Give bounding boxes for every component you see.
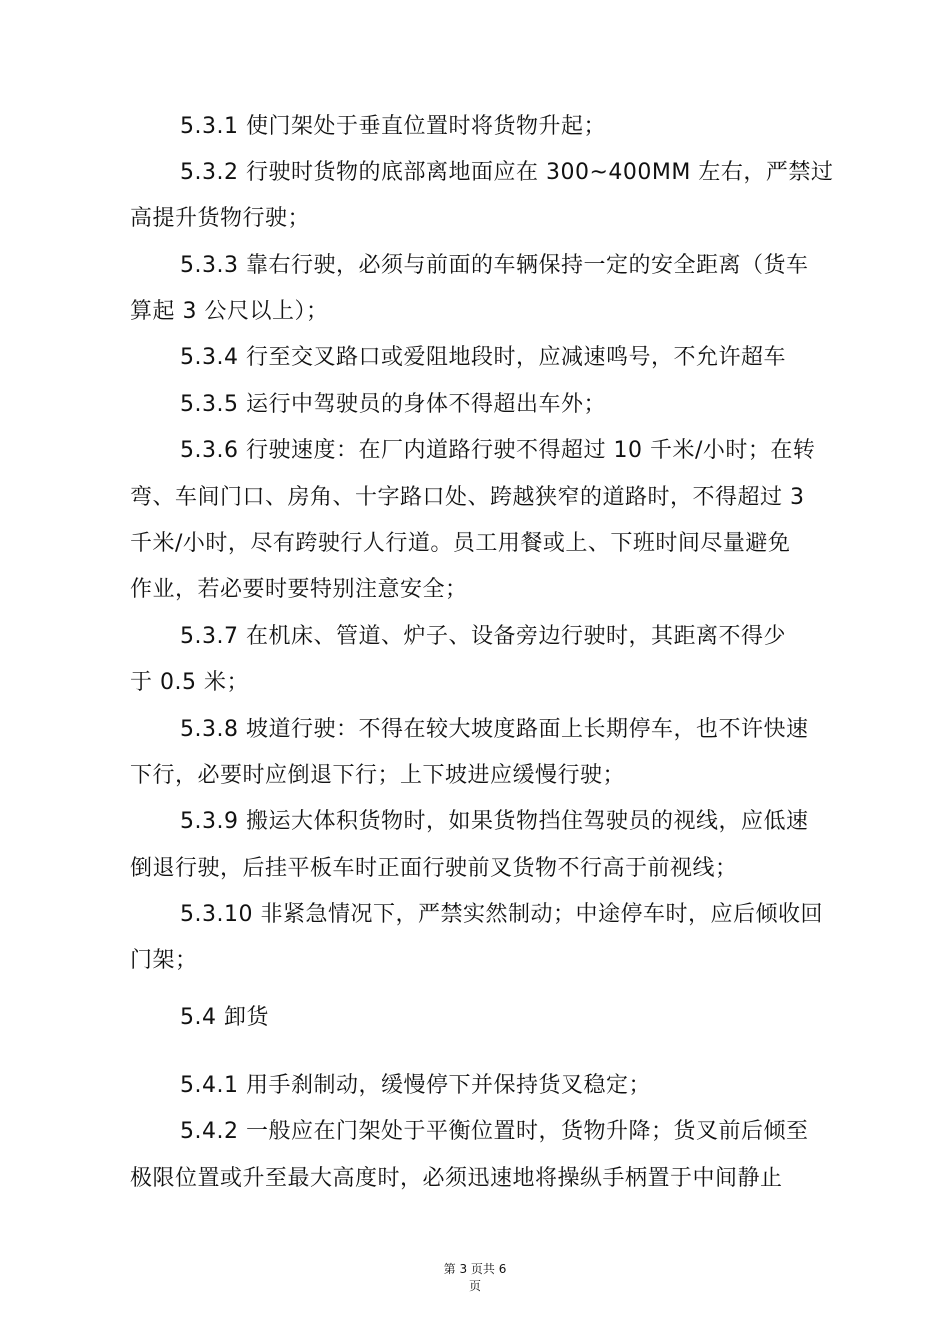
paragraph-5-3-1: 5.3.1 使门架处于垂直位置时将货物升起； [180,114,606,139]
paragraph-5-4-2: 5.4.2 一般应在门架处于平衡位置时，货物升降；货叉前后倾至 [180,1119,809,1144]
page-number-line-2: 页 [468,1279,481,1293]
paragraph-5-3-2: 5.3.2 行驶时货物的底部离地面应在 300~400MM 左右，严禁过 [180,160,834,185]
paragraph-5-3-5: 5.3.5 运行中驾驶员的身体不得超出车外； [180,392,606,417]
paragraph-5-3-10: 5.3.10 非紧急情况下，严禁实然制动；中途停车时，应后倾收回 [180,902,823,927]
paragraph-5-3-8: 5.3.8 坡道行驶：不得在较大坡度路面上长期停车，也不许快速 [180,717,809,742]
paragraph-5-4-2-cont: 极限位置或升至最大高度时，必须迅速地将操纵手柄置于中间静止 [130,1166,783,1191]
section-heading-5-4: 5.4 卸货 [180,1005,269,1030]
page-number-line-1: 第 3 页共 6 [443,1262,507,1276]
paragraph-5-3-6-cont-1: 弯、车间门口、房角、十字路口处、跨越狭窄的道路时，不得超过 3 [130,485,805,510]
paragraph-5-3-6-cont-2: 千米/小时，尽有跨驶行人行道。员工用餐或上、下班时间尽量避免 [130,531,791,556]
paragraph-5-3-6: 5.3.6 行驶速度：在厂内道路行驶不得超过 10 千米/小时；在转 [180,438,816,463]
paragraph-5-3-7-cont: 于 0.5 米； [130,670,249,695]
paragraph-5-4-1: 5.4.1 用手刹制动，缓慢停下并保持货叉稳定； [180,1073,651,1098]
paragraph-5-3-6-cont-3: 作业，若必要时要特别注意安全； [130,577,468,602]
paragraph-5-3-4: 5.3.4 行至交叉路口或爱阻地段时，应减速鸣号，不允许超车 [180,345,786,370]
paragraph-5-3-7: 5.3.7 在机床、管道、炉子、设备旁边行驶时，其距离不得少 [180,624,786,649]
paragraph-5-3-2-cont: 高提升货物行驶； [130,206,311,231]
paragraph-5-3-3-cont: 算起 3 公尺以上）； [130,299,329,324]
paragraph-5-3-8-cont: 下行，必要时应倒退下行；上下坡进应缓慢行驶； [130,763,626,788]
paragraph-5-3-9-cont: 倒退行驶，后挂平板车时正面行驶前叉货物不行高于前视线； [130,856,738,881]
paragraph-5-3-3: 5.3.3 靠右行驶，必须与前面的车辆保持一定的安全距离（货车 [180,253,809,278]
paragraph-5-3-9: 5.3.9 搬运大体积货物时，如果货物挡住驾驶员的视线，应低速 [180,809,809,834]
paragraph-5-3-10-cont: 门架； [130,948,198,973]
